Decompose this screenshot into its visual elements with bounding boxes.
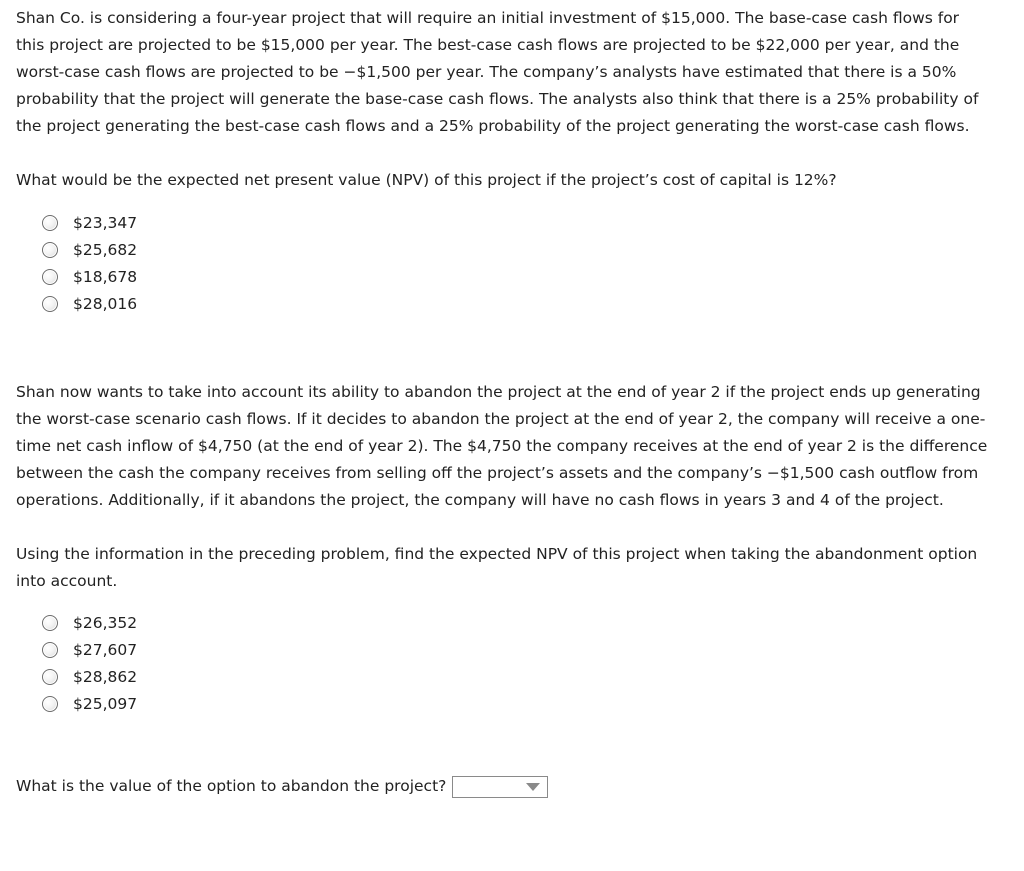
q1-option-3[interactable] xyxy=(42,263,991,290)
q1-option-4[interactable] xyxy=(42,290,991,317)
q1-intro-text: Shan Co. is considering a four-year project that will require an initial investment of $15,000. The base-case cash flows for this project are projected to be $15,000 per year. The best-case cash flows are projected to be $22,000 per year, and the worst-case cash flows are projected to be −$1,500 per year. The company’s analysts have estimated that there is a 50% probability that the project will generate the base-case cash flows. The analysts also think that there is a 25% probability of the project generating the best-case cash flows and a 25% probability of the project generating the worst-case cash flows. xyxy=(16,9,979,135)
q2-option-4-label: $25,097 xyxy=(73,694,138,713)
abandon-option-value-dropdown[interactable] xyxy=(452,776,548,798)
radio-button[interactable] xyxy=(42,696,58,712)
q1-option-1-label: $23,347 xyxy=(73,213,138,232)
q2-intro-text: Shan now wants to take into account its ability to abandon the project at the end of year 2 if the project ends up generating the worst-case scenario cash flows. If it decides to abandon the project at the end of year 2, the company will receive a one-time net cash inflow of $4,750 (at the end of year 2). The $4,750 the company receives at the end of year 2 is the difference between the cash the company receives from selling off the project’s assets and the company’s −$1,500 cash outflow from operations. Additionally, if it abandons the project, the company will have no cash flows in years 3 and 4 of the project. xyxy=(16,383,988,509)
radio-button[interactable] xyxy=(42,642,58,658)
q2-options-list xyxy=(16,609,991,717)
q1-option-2[interactable] xyxy=(42,236,991,263)
radio-button[interactable] xyxy=(42,615,58,631)
q1-option-2-label: $25,682 xyxy=(73,240,138,259)
q3-question-text: What is the value of the option to abandon the project? xyxy=(16,777,447,795)
q1-option-1[interactable] xyxy=(42,209,991,236)
chevron-down-icon[interactable] xyxy=(526,783,540,791)
q2-option-1-label: $26,352 xyxy=(73,613,138,632)
radio-button[interactable] xyxy=(42,296,58,312)
radio-button[interactable] xyxy=(42,269,58,285)
q2-option-4[interactable] xyxy=(42,690,991,717)
q1-option-3-label: $18,678 xyxy=(73,267,138,286)
q2-option-3-label: $28,862 xyxy=(73,667,138,686)
problem-page xyxy=(16,5,991,800)
q1-option-4-label: $28,016 xyxy=(73,294,138,313)
radio-button[interactable] xyxy=(42,242,58,258)
q2-option-2[interactable] xyxy=(42,636,991,663)
radio-button[interactable] xyxy=(42,669,58,685)
q2-question-text: Using the information in the preceding problem, find the expected NPV of this project when taking the abandonment option into account. xyxy=(16,545,978,590)
q3-row xyxy=(16,773,991,800)
radio-button[interactable] xyxy=(42,215,58,231)
q2-option-1[interactable] xyxy=(42,609,991,636)
q1-options-list xyxy=(16,209,991,317)
q2-option-3[interactable] xyxy=(42,663,991,690)
q1-question-text: What would be the expected net present value (NPV) of this project if the project’s cost of capital is 12%? xyxy=(16,171,837,189)
q2-option-2-label: $27,607 xyxy=(73,640,138,659)
